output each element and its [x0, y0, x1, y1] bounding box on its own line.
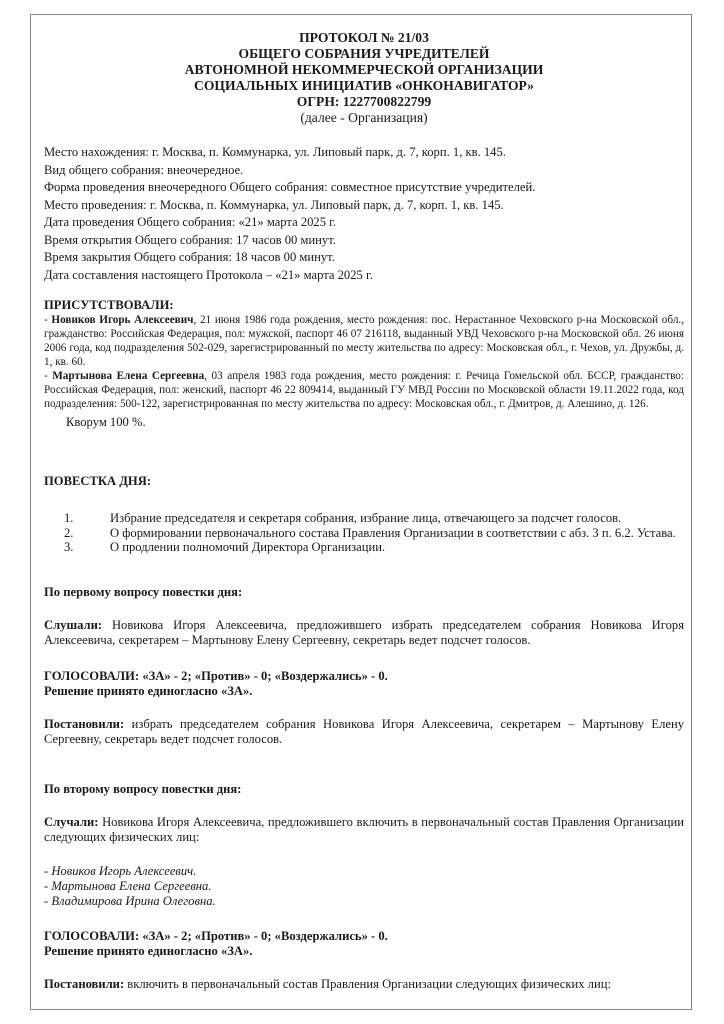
resolved-label: Постановили: [44, 976, 125, 991]
protocol-document [44, 30, 684, 992]
vote-decision: Решение принято единогласно «ЗА». [44, 683, 253, 698]
question-2-resolved [44, 977, 684, 993]
agenda-item [44, 526, 684, 541]
heard-text: Новикова Игоря Алексеевича, предложившего избрать председателем собрания Новикова Игоря Алексеевича, секретарем – Мартынову Елену Сергеевну, секретарь ведет подсчет голосов. [44, 617, 684, 647]
list-item: - Новиков Игорь Алексеевич. [44, 863, 197, 878]
vote-result: ГОЛОСОВАЛИ: «ЗА» - 2; «Против» - 0; «Воздержались» - 0. [44, 668, 388, 683]
resolved-text: избрать председателем собрания Новикова Игоря Алексеевича, секретарем – Мартынову Елену Сергеевну, секретарь ведет подсчет голосов. [44, 716, 684, 746]
quorum: Кворум 100 %. [66, 415, 146, 429]
meta-type: Вид общего собрания: внеочередное. [44, 162, 244, 177]
resolved-text: включить в первоначальный состав Правления Организации следующих физических лиц: [124, 976, 611, 991]
agenda-item-number: 3. [64, 540, 74, 554]
meta-form: Форма проведения внеочередного Общего собрания: совместное присутствие учредителей. [44, 180, 536, 194]
attendee-1: - Новиков Игорь Алексеевич, 21 июня 1986 года рождения, место рождения: пос. Нерастанное Чеховского р-на Московской обл., гражданство: Российская Федерация, пол: мужской, паспорт 46 07 216118, выданный УВД Чеховского р-на Московской обл. 26 июня 2006 года, код подразделения 502-029, зарегистрированный по месту жительства по адресу: Московская обл., г. Чехов, ул. Дружбы, д. 1, кв. 60. [44, 314, 684, 368]
vote-decision: Решение принято единогласно «ЗА». [44, 943, 253, 958]
question-1-vote [44, 669, 684, 699]
meta-date: Дата проведения Общего собрания: «21» марта 2025 г. [44, 215, 337, 229]
question-2-heading: По второму вопросу повестки дня: [44, 781, 242, 796]
title-line-3: АВТОНОМНОЙ НЕКОММЕРЧЕСКОЙ ОРГАНИЗАЦИИ [184, 62, 544, 77]
question-2-heard [44, 815, 684, 846]
meta-location: Место нахождения: г. Москва, п. Коммунарка, ул. Липовый парк, д. 7, корп. 1, кв. 145. [44, 145, 506, 159]
attendee-2-name: Мартынова Елена Сергеевна [52, 370, 205, 382]
attendees-heading: ПРИСУТСТВОВАЛИ: [44, 298, 174, 312]
heard-text: Новикова Игоря Алексеевича, предложившего включить в первоначальный состав Правления Организации следующих физических лиц: [44, 814, 684, 844]
title-line-6: (далее - Организация) [300, 110, 428, 125]
title-line-2: ОБЩЕГО СОБРАНИЯ УЧРЕДИТЕЛЕЙ [238, 46, 490, 61]
agenda-item-number: 1. [64, 511, 74, 525]
vote-result: ГОЛОСОВАЛИ: «ЗА» - 2; «Против» - 0; «Воздержались» - 0. [44, 928, 388, 943]
meta-venue: Место проведения: г. Москва, п. Коммунарка, ул. Липовый парк, д. 7, корп. 1, кв. 145. [44, 197, 504, 212]
board-members-list [44, 864, 684, 909]
attendee-1-name: Новиков Игорь Алексеевич [51, 314, 194, 326]
agenda-item-text: О продлении полномочий Директора Организации. [110, 540, 386, 554]
attendee-2: - Мартынова Елена Сергеевна, 03 апреля 1983 года рождения, место рождения: г. Речица Гомельской обл. БССР, гражданство: Российская Федерация, пол: женский, паспорт 46 22 809414, выданный ГУ МВД России по Московской области 19.11.2022 года, код подразделения: 500-122, зарегистрированная по месту жительства по адресу: Московская обл., г. Дмитров, д. Алешино, д. 126. [44, 370, 684, 410]
agenda-item-text: О формировании первоначального состава Правления Организации в соответствии с абз. 3 п. 6.2. Устава. [110, 525, 676, 540]
question-2-vote [44, 929, 684, 959]
agenda-heading: ПОВЕСТКА ДНЯ: [44, 474, 152, 488]
title-line-5: ОГРН: 1227700822799 [296, 94, 432, 109]
question-1-heard [44, 618, 684, 649]
meta-close-time: Время закрытия Общего собрания: 18 часов 00 минут. [44, 250, 335, 264]
question-1-resolved [44, 717, 684, 748]
agenda-item-number: 2. [64, 525, 74, 540]
list-item: - Мартынова Елена Сергеевна. [44, 878, 212, 893]
heard-label: Случали: [44, 814, 99, 829]
agenda-list [44, 511, 684, 555]
meeting-details [44, 144, 684, 284]
resolved-label: Постановили: [44, 716, 125, 731]
question-1-heading: По первому вопросу повестки дня: [44, 584, 243, 599]
attendee-2-details: , 03 апреля 1983 года рождения, место рождения: г. Речица Гомельской обл. БССР, гражданство: Российская Федерация, пол: женский, паспорт 46 22 809414, выданный ГУ МВД России по Московской области 19.11.2022 года, код подразделения: 500-122, зарегистрированная по месту жительства по адресу: Московская обл., г. Дмитров, д. Алешино, д. 126. [44, 370, 684, 410]
heard-label: Слушали: [44, 617, 103, 632]
title-line-4: СОЦИАЛЬНЫХ ИНИЦИАТИВ «ОНКОНАВИГАТОР» [194, 78, 534, 93]
meta-protocol-date: Дата составления настоящего Протокола – «21» марта 2025 г. [44, 267, 373, 282]
attendees-list [44, 313, 684, 411]
attendee-1-details: , 21 июня 1986 года рождения, место рождения: пос. Нерастанное Чеховского р-на Московской обл., гражданство: Российская Федерация, пол: мужской, паспорт 46 07 216118, выданный УВД Чеховского р-на Московской обл. 26 июня 2006 года, код подразделения 502-029, зарегистрированный по месту жительства по адресу: Московская обл., г. Чехов, ул. Дружбы, д. 1, кв. 60. [44, 314, 684, 368]
title-line-1: ПРОТОКОЛ № 21/03 [299, 30, 429, 45]
list-item: - Владимирова Ирина Олеговна. [44, 893, 216, 908]
meta-open-time: Время открытия Общего собрания: 17 часов 00 минут. [44, 232, 336, 247]
agenda-item [44, 511, 684, 526]
document-title [44, 30, 684, 126]
agenda-item-text: Избрание председателя и секретаря собрания, избрание лица, отвечающего за подсчет голосов. [110, 511, 622, 525]
agenda-item [44, 540, 684, 555]
